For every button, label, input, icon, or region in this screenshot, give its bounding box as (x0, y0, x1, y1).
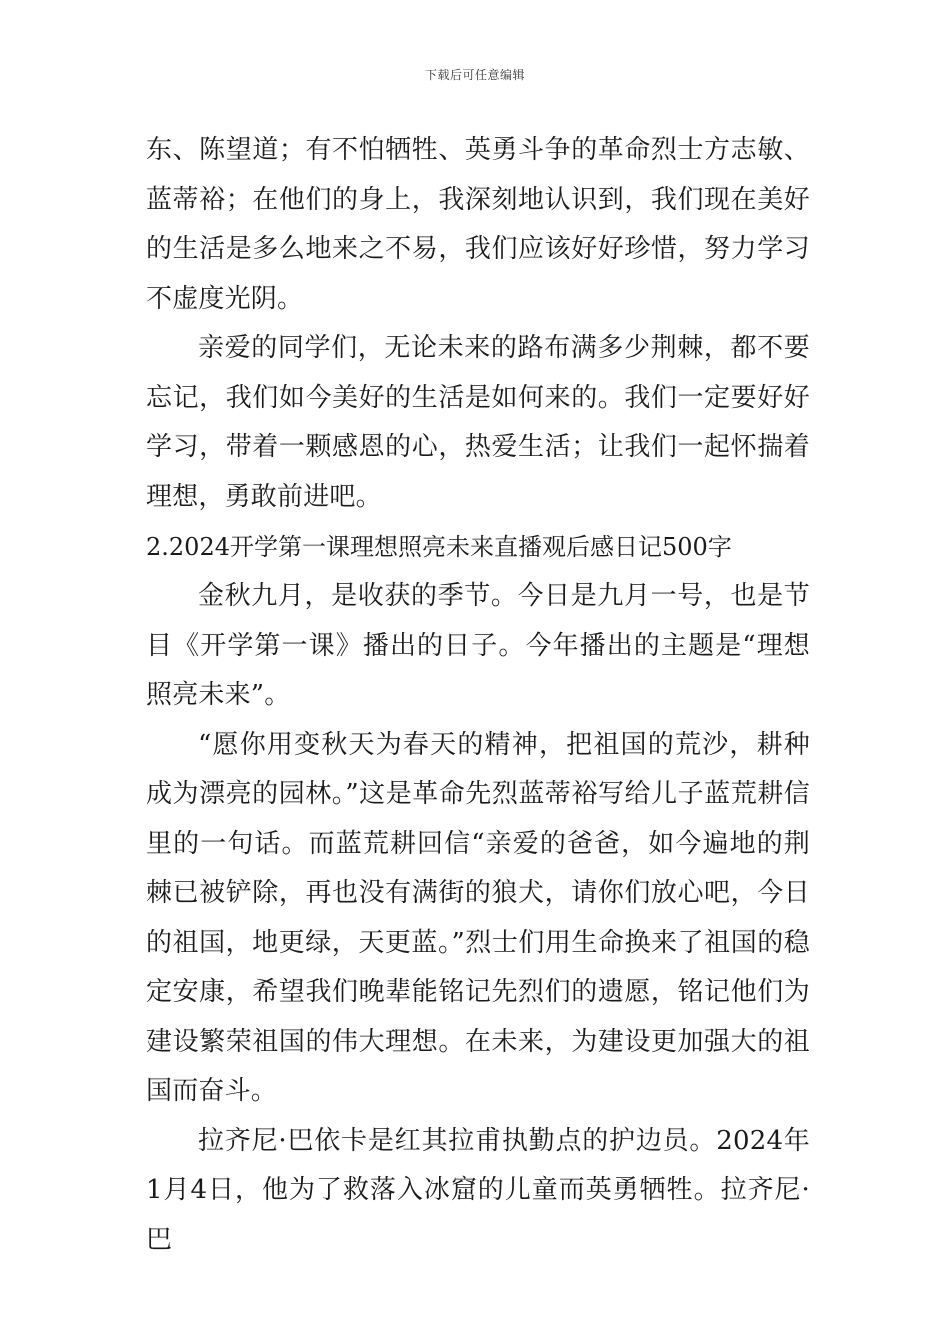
paragraph-letter-quote: “愿你用变秋天为春天的精神，把祖国的荒沙，耕种成为漂亮的园林。”这是革命先烈蓝蒂裕写给儿子蓝荒耕信里的一句话。而蓝荒耕回信“亲爱的爸爸，如今遍地的荆棘已被铲除，再也没有满街的狼犬，请你们放心吧，今日的祖国，地更绿，天更蓝。”烈士们用生命换来了祖国的稳定安康，希望我们晚辈能铭记先烈们的遗愿，铭记他们为建设繁荣祖国的伟大理想。在未来，为建设更加强大的祖国而奋斗。 (146, 729, 810, 1106)
paragraph-border-guard: 拉齐尼·巴依卡是红其拉甫执勤点的护边员。2024年1月4日，他为了救落入冰窟的儿童而英勇牺牲。拉齐尼·巴 (146, 1125, 810, 1255)
paragraph-golden-autumn: 金秋九月，是收获的季节。今日是九月一号，也是节目《开学第一课》播出的日子。今年播出的主题是“理想照亮未来”。 (146, 581, 810, 710)
paragraph-revolutionaries: 东、陈望道；有不怕牺牲、英勇斗争的革命烈士方志敏、蓝蒂裕；在他们的身上，我深刻地认识到，我们现在美好的生活是多么地来之不易，我们应该好好珍惜，努力学习不虚度光阴。 (146, 135, 810, 314)
paragraph-classmates: 亲爱的同学们，无论未来的路布满多少荆棘，都不要忘记，我们如今美好的生活是如何来的。我们一定要好好学习，带着一颗感恩的心，热爱生活；让我们一起怀揣着理想，勇敢前进吧。 (146, 333, 810, 512)
document-body (146, 126, 810, 1265)
page-header: 下载后可任意编辑 (424, 68, 525, 82)
section-heading: 2.2024开学第一课理想照亮未来直播观后感日记500字 (146, 533, 732, 561)
